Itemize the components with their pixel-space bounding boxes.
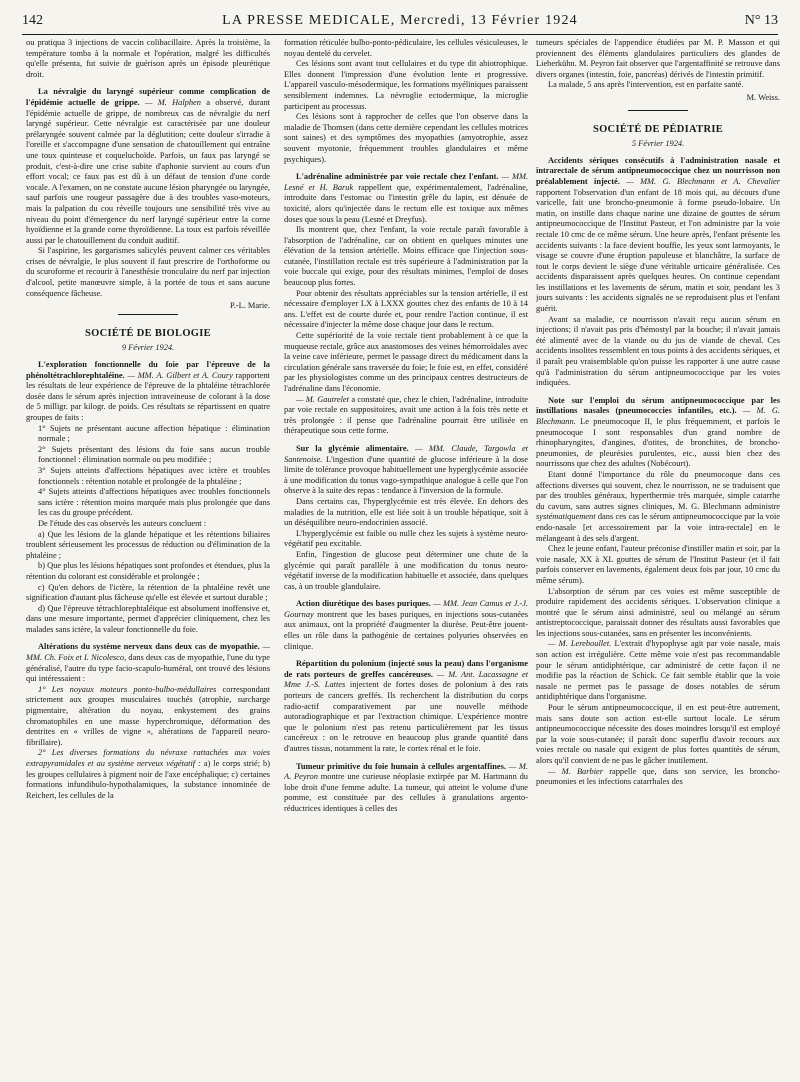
paragraph: Dans certains cas, l'hyperglycémie est très élevée. En dehors des maladies de la nutrition, elle est liée soit à un trouble hépatique, soit à un déséquilibre neuro-endocrinien associé. (284, 496, 528, 528)
paragraph-text: a constaté que, chez le chien, l'adrénaline, introduite par voie rectale en suppositoires, avait une action à la fois très nette et très prolongée : il pense que l'adrénaline pourrait être utilisée en thérapeutique sous cette forme. (284, 394, 528, 436)
divider (628, 110, 688, 111)
paragraph: Ces lésions sont à rapprocher de celles que l'on observe dans la maladie de Thomsen (dans cette dernière cependant les cellules motrices sont saines) et des symptômes des myopathies (amyotrophie, assez souvent myotonie, fréquemment troubles glandulaires et même psychiques). (284, 112, 528, 164)
article-author: — MM. Claude, Targowla et Santenoise. (284, 443, 528, 464)
paragraph: Avant sa maladie, ce nourrisson n'avait reçu aucun sérum en injections; il n'avait pas pris d'hémostyl par la bouche; il n'avait jamais été alimenté avec de la viande ou du jus de viande de cheval. Ces accidents insolites ressemblent en tous points à des accidents sériques, et il paraît peu vraisemblable qu'on puisse les rapporter à une autre cause qu'à l'administration du sérum antipneumococcique par les voies indiquées. (536, 314, 780, 388)
paragraph-text: correspondant strictement aux groupes musculaires touchés (atrophie, surcharge pigmentaire, altération du noyau, enkystement des grains chromatophiles en une masse hyperchromique, déformation des dentrites en « vrilles de vigne », altérations de l'appareil neuro-fibrillaire). (26, 684, 270, 747)
article-text: rapportent les résultats de leur expérience de l'épreuve de la phtaléine tétrachlorée dosée dans le sérum après injection intraveineuse de colorant à la dose de 5 milligr. par kilogr. de poids. Ces résultats se répartissent en quatre groupes de faits : (26, 370, 270, 422)
divider (118, 314, 178, 315)
article-accidents-seriques (536, 156, 780, 315)
article-author: — M. Halphen (145, 97, 201, 107)
article-title: Action diurétique des bases puriques. (296, 599, 431, 609)
column-middle (284, 38, 528, 1076)
section-date: 9 Février 1924. (121, 343, 175, 353)
article-title: Répartition du polonium (injecté sous la peau) dans l'organisme de rats porteurs de greffes cancéreuses. (284, 659, 528, 679)
article-author: — MM. A. Gilbert et A. Coury (127, 370, 233, 380)
article-text: rapportent l'observation d'un enfant de 18 mois qui, au décours d'une varicelle, fait une broncho-pneumonie à forme pseudo-lobaire. Un matin, on instille dans chaque narine une dizaine de gouttes de sérum antipneumococcique de l'Institut Pasteur, et l'on administre par la voie rectale 10 cmc de ce même sérum. Une heure après, l'enfant présente les accidents suivants : la face devient bouffie, les yeux sont larmoyants, le visage se couvre d'une éruption papuleuse et blanchâtre, la surface de tout le corps devient le siège d'une véritable urticaire généralisée. Ces accidents disparaissent après quelques heures. On continue cependant les instillations et les lavements de sérum, matin et soir, pendant les 3 jours suivants : les accidents signalés ne se reproduisent plus et l'enfant guérit. (536, 187, 780, 314)
paragraph-text: dans ces cas le sérum antipneumococcique par la voie endo-nasale [et accessoirement par la voie intra-rectale] en le mélangeant à des sels d'argent. (536, 512, 780, 543)
list-item: 2° Sujets présentant des lésions du foie sans aucun trouble fonctionnel : élimination normale ou peu modifiée ; (38, 444, 270, 465)
paragraph: Si l'aspirine, les gargarismes salicylés peuvent calmer ces véritables crises de névralgie, le plus souvent il faut prescrire de l'orthoforme ou du scuroforme et recourir à l'anesthésie tronculaire du nerf par injection d'alcool, petite manœuvre simple, à la portée de tous et sans aucune conséquence fâcheuse. (26, 246, 270, 298)
article-phtaléine (26, 360, 270, 424)
list-item: c) Qu'en dehors de l'ictère, la rétention de la phtaléine revêt une signification d'autant plus fâcheuse qu'elle est élevée et surtout durable ; (26, 582, 270, 603)
paragraph: Ils montrent que, chez l'enfant, la voie rectale paraît favorable à l'absorption de l'adrénaline, car on obtient en quelques minutes une élévation de la tension artérielle. Moins efficace que l'injection sous-cutanée, l'instillation rectale est très supérieure à l'administration par la voie buccale qui exige, pour des résultats minimes, l'emploi de doses beaucoup plus fortes. (284, 225, 528, 288)
page-header (22, 10, 778, 35)
article-title: Altérations du système nerveux dans deux cas de myopathie. (38, 642, 260, 652)
article-title: Accidents sériques consécutifs à l'administration nasale et intrarectale de sérum antipneumococcique chez un nourrisson non préalablement injecté. (536, 155, 780, 186)
paragraph-lead: 1° Les noyaux moteurs ponto-bulbo-médullaires (38, 684, 217, 694)
list-item: a) Que les lésions de la glande hépatique et les rétentions biliaires troublent sérieusement les processus de réduction ou d'élimination de la phtaléine ; (26, 529, 270, 560)
article-text: montre une curieuse néoplasie extirpée par M. Hartmann du lobe droit d'une femme adulte. La tumeur, qui atteint le volume d'une pomme, est constituée par des cellules à granulations argento-réductrices identiques à celles des (284, 772, 528, 813)
column-left (26, 38, 270, 1076)
paragraph (26, 685, 270, 749)
paragraph-text: L'extrait d'hypophyse agit par voie nasale, mais son action est irrégulière. Cette même voie n'est pas recommandable pour le sérum antidiphtérique, car administré de cette façon il ne modifie pas la réaction de Schick. Ce fait semble établir que la voie nasale ne permet pas le passage de doses notables de sérum antidiphtérique dans l'organisme. (536, 639, 780, 702)
paragraph (26, 748, 270, 801)
article-title: L'adrénaline administrée par voie rectale chez l'enfant. (296, 172, 499, 182)
signature: P.-L. Marie. (229, 301, 270, 311)
article-bases-puriques (284, 599, 528, 652)
article-author: — MM. Lesné et H. Baruk (284, 172, 528, 192)
page-number: 142 (22, 13, 43, 28)
paragraph-text: rappelle que, dans son service, les broncho-pneumonies et les infections catarrhales des (536, 766, 780, 787)
paragraph: L'absorption de sérum par ces voies est même susceptible de produire rapidement des accidents sériques. L'observation clinique a montré que le sérum ainsi administré, seul ou mélangé au sérum antistreptococcique, paraissait donner des résultats aussi favorables que les injections sous-cutanées, sans en présenter les inconvénients. (536, 586, 780, 638)
article-title: La névralgie du laryngé supérieur comme complication de l'épidémie actuelle de grippe. (26, 87, 270, 107)
list-item: b) Que plus les lésions hépatiques sont profondes et étendues, plus la rétention du colorant est considérable et prolongée ; (26, 561, 270, 581)
article-adrénaline (284, 172, 528, 225)
paragraph: Cette supériorité de la voie rectale tient probablement à ce que la muqueuse rectale, grâce aux anastomoses des veines hémorroïdales avec la veine cave inférieure, permet le passage direct du médicament dans la circulation générale sans traversée du foie; le foie est, en effet, considéré par les physiologistes comme un des principaux centres destructeurs de l'adrénaline dans l'économie. (284, 331, 528, 393)
paragraph: Enfin, l'ingestion de glucose peut déterminer une chute de la glycémie qui paraît parallèle à une modification du tonus neuro-végétatif inverse de la modification habituelle et associée, dans quelques cas, à un trouble glandulaire. (284, 549, 528, 591)
article-author: — M. A. Peyron (284, 761, 528, 782)
paragraph (536, 767, 780, 788)
article-text: L'ingestion d'une quantité de glucose inférieure à la dose limite de tolérance provoque habituellement une hyperglycémie associée à une modification du tonus vago-sympathique analogue à celle que l'on observe à la suite des repas : tendance à l'inversion de la formule. (284, 454, 528, 496)
paragraph: L'hyperglycémie est faible ou nulle chez les sujets à système neuro-végétatif peu excitable. (284, 528, 528, 549)
article-text: a observé, durant l'épidémie actuelle de grippe, de nombreux cas de névralgie du nerf laryngé supérieur. Cette névralgie est caractérisée par une douleur prélaryngée souvent calmée par la déglutition; cette douleur s'irradie à l'oreille et s'accompagne d'une sensation de chatouillement qui entraîne une toux quinteuse et coqueluchoïde. Parfois, un faux pas laryngé se produit, c'est-à-dire une crise subite d'aphonie survient au cours d'un effort vocal; ce faux pas est dû à un défaut de tension d'une corde vocale. A l'examen, on ne constate aucune lésion pharyngée ou laryngée, sauf parfois une rougeur passagère due à des troubles vaso-moteurs, mais la palpation du cou réveille toujours une sensibilité très vive au niveau du point d'émergence du nerf laryngé supérieur entre la corne hyoïdienne et la grande corne thyroïdienne. La toux est parfois réveillée aussi par le chatouillement du conduit auditif. (26, 97, 270, 245)
article-title: Note sur l'emploi du sérum antipneumococcique par les instillations nasales (pneumococcies infantiles, etc.). (536, 395, 780, 416)
emphasis: systématiquement (536, 512, 596, 522)
article-text: injectent de fortes doses de polonium à des rats porteurs de cancers greffés. Ils recherchent la distribution du corps radio-actif comparativement par une nouvelle méthode autoradiographique et par l'extraction chimique. L'expérience montre que le polonium n'est pas retenu particulièrement par les tissus cancéreux : on le retrouve en beaucoup plus grande quantité dans d'autres tissus, notamment la rate, le cortex rénal et le foie. (284, 680, 528, 753)
paragraph (536, 470, 780, 544)
article-author: — MM. Ch. Foix et I. Nicolesco, (26, 642, 270, 663)
article-title: Tumeur primitive du foie humain à cellules argentaffines. (296, 761, 506, 771)
article-instillations-nasales (536, 396, 780, 470)
article-author: — M. Lereboullet. (548, 639, 612, 649)
column-right (536, 38, 780, 1076)
list-item: 3° Sujets atteints d'affections hépatiques avec ictère et troubles fonctionnels : rétention notable et prolongée de la phtaléine ; (38, 465, 270, 486)
paragraph: tumeurs spéciales de l'appendice étudiées par M. P. Masson et qui proviennent des éléments glandulaires particuliers des glandes de Lieberkühn. M. Peyron fait observer que l'argentaffinité se retrouve dans divers organes (intestin, foie, pancréas) dérivés de l'intestin primitif. (536, 38, 780, 79)
paragraph: ou pratiqua 3 injections de vaccin colibacillaire. Après la troisième, la température tomba à la normale et l'opération, malgré les difficultés qu'elle présenta, fut suivie de guérison après un épisode pleurétique droit. (26, 38, 270, 79)
section-date: 5 Février 1924. (631, 139, 685, 149)
article-title: Sur la glycémie alimentaire. (296, 443, 409, 453)
paragraph (284, 395, 528, 437)
article-author: — M. Barbier (548, 766, 603, 776)
article-author: — M. Ant. Lacassagne et Mme J.-S. Lattes (284, 669, 528, 690)
paragraph: De l'étude des cas observés les auteurs concluent : (38, 518, 207, 528)
paragraph: Ces lésions sont avant tout cellulaires et du type dit abiotrophique. Elles donnent l'impression d'une évolution lente et progressive. L'appareil vasculo-mésodermique, les formations myéliniques paraissent sensiblement indemnes. La névroglie ectodermique, la microglie participent au processus. (284, 59, 528, 111)
list-item: 4° Sujets atteints d'affections hépatiques avec troubles fonctionnels sans ictère : rétention moins marquée mais plus prolongée que dans les cas du groupe précédent. (38, 487, 270, 518)
article-tumeur-foie (284, 762, 528, 815)
section-heading-biologie: SOCIÉTÉ DE BIOLOGIE (85, 327, 211, 339)
paragraph (536, 639, 780, 703)
article-author: — MM. G. Blechmann et A. Chevalier (626, 176, 780, 186)
article-text: dans deux cas de myopathie, l'une du type généralisé, l'autre du type facio-scapulo-huméral, ont trouvé des lésions qui intéressaient : (26, 653, 270, 684)
article-myopathie (26, 642, 270, 684)
article-text: Le pneumocoque II, le plus fréquemment, et parfois le pneumocoque I sont responsables d'un grand nombre de rhinopharyngites, d'angines, d'otites, de bronchites, de broncho-pneumonies, de pleurésies purulentes, etc., aussi bien chez des nourrissons que chez des adultes (Nobécourt). (536, 417, 780, 469)
paragraph: La malade, 5 ans après l'intervention, est en parfaite santé. (548, 80, 744, 90)
article-author: — MM. Jean Camus et J.-J. Gournay (284, 599, 528, 619)
article-glycémie (284, 444, 528, 497)
article-author: — M. G. Blechmann. (536, 406, 780, 426)
article-text: montrent que les bases puriques, en injections sous-cutanées aux animaux, ont la propriété d'augmenter la diurèse. Peut-être jouent-elles un rôle dans la pathogénie de certaines polyuries observées en clinique. (284, 609, 528, 651)
paragraph: Chez le jeune enfant, l'auteur préconise d'instiller matin et soir, par la voie nasale, XX à XL gouttes de sérum de l'Institut Pasteur (et il fait parfois conserver en lavements, également deux fois par jour, 10 cmc du même sérum). (536, 544, 780, 585)
paragraph: formation réticulée bulbo-ponto-pédiculaire, les cellules vésiculeuses, le noyau dentelé du cervelet. (284, 38, 528, 58)
paragraph-lead: 2° Les diverses formations du névraxe rattachées aux voies extrapyramidales et au système nerveux végétatif : (26, 748, 270, 768)
article-text: rappellent que, expérimentalement, l'adrénaline, introduite dans l'estomac ou l'intestin grêle du lapin, est dénuée de toxicité, alors qu'injectée dans le rectum elle est toxique aux mêmes doses que sous la peau (Lesné et Dreyfus). (284, 182, 528, 224)
issue-number: N° 13 (744, 13, 778, 28)
paragraph-text: a) le corps strié; b) les groupes cellulaires à pigment noir de l'axe encéphalique; c) certaines formations infundibulo-hypothalamiques, la substance innominée de Reichert, les cellules de la (26, 759, 270, 800)
article-névralgie (26, 87, 270, 246)
list-item: 1° Sujets ne présentant aucune affection hépatique : élimination normale ; (38, 423, 270, 444)
article-author: — M. Gautrelet (296, 394, 349, 404)
section-heading-pediatrie: SOCIÉTÉ DE PÉDIATRIE (592, 123, 724, 135)
article-polonium (284, 659, 528, 754)
journal-title: LA PRESSE MEDICALE, Mercredi, 13 Février 1924 (222, 13, 578, 28)
paragraph-text: Etant donné l'importance du rôle du pneumocoque dans ces affections diverses qui souvent, chez le nourrisson, ne se traduisent que par des troubles généraux, hyperthermie très marquée, simple catarrhe du cavum, sans autres signes cliniques, M. G. Blechmann administre (536, 469, 780, 511)
signature: M. Weiss. (746, 92, 780, 102)
paragraph: Pour obtenir des résultats appréciables sur la tension artérielle, il est nécessaire d'employer LX à LXXX gouttes chez des enfants de 10 à 14 ans. L'effet est de courte durée et, pour rendre l'action continue, il est nécessaire d'injecter la même dose chaque jour dans le rectum. (284, 288, 528, 330)
list-item: d) Que l'épreuve tétrachlorephtaléique est absolument inoffensive et, dans une mesure importante, permet d'apprécier cliniquement, chez les malades sans ictère, la valeur fonctionnelle du foie. (26, 603, 270, 634)
paragraph: Pour le sérum antipneumococcique, il en est peut-être autrement, mais sans doute son action est-elle surtout locale. Le sérum antipneumococcique nécessite des doses moindres lorsqu'il est employé par la voie sous-cutanée; il paraît donc superflu d'avoir recours aux voies rectale ou nasale qui exigent de plus fortes quantités de sérum, alors qu'il convient de ne pas le gâcher inutilement. (536, 703, 780, 765)
article-title: L'exploration fonctionnelle du foie par l'épreuve de la phénoltétrachlorephtaléine. (26, 360, 270, 380)
